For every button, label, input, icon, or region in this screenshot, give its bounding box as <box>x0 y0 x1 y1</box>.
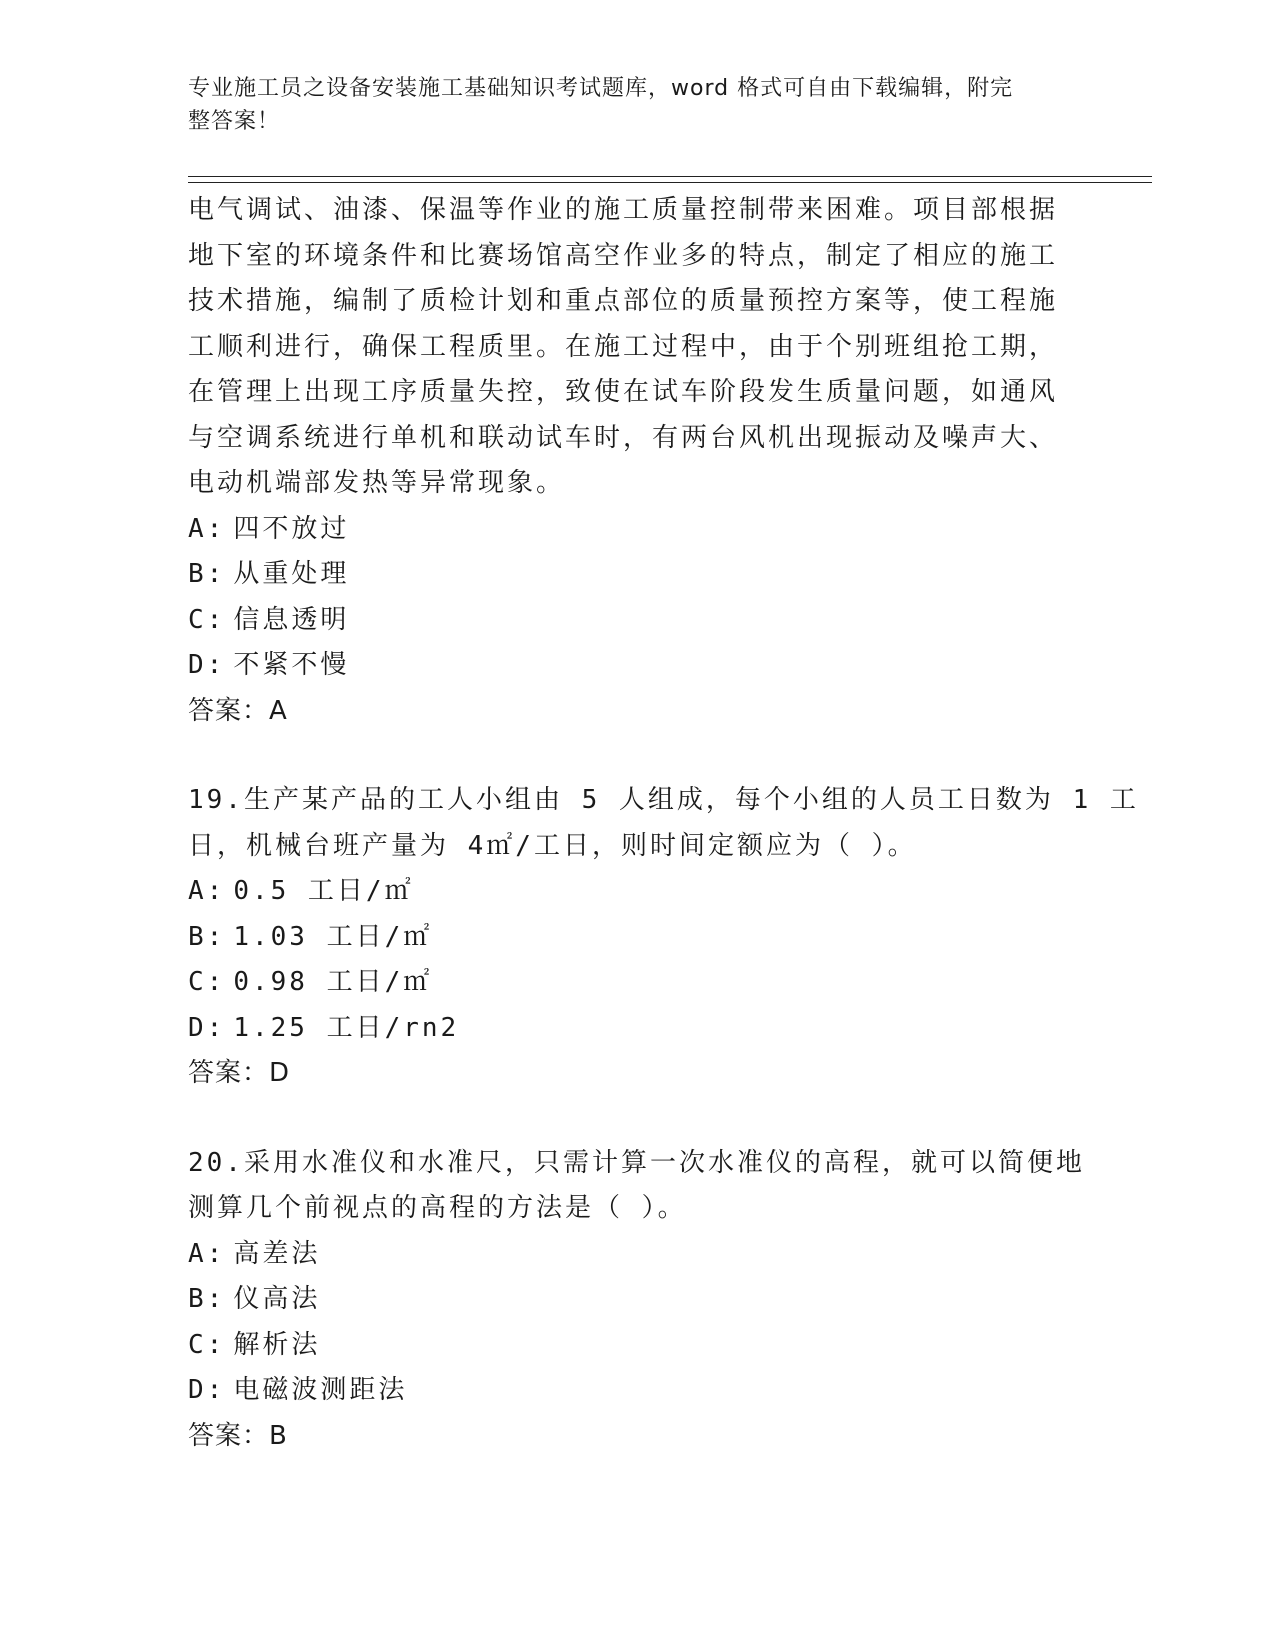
option-a <box>188 507 1088 553</box>
option-label: A: <box>188 1238 226 1269</box>
option-b <box>188 915 1088 961</box>
spacer <box>188 734 1088 778</box>
question-stem-line: 电气调试、油漆、保温等作业的施工质量控制带来困难。项目部根据 <box>188 195 1059 225</box>
option-text: 1.03 工日/㎡ <box>233 921 433 952</box>
option-label: A: <box>188 876 226 906</box>
option-label: A: <box>188 513 226 544</box>
option-label: C: <box>188 604 226 635</box>
option-b <box>188 1277 1088 1323</box>
header-line-2: 整答案！ <box>188 109 281 134</box>
answer-line: 答案：B <box>188 1420 288 1451</box>
option-c <box>188 1323 1088 1369</box>
answer-line: 答案：A <box>188 695 288 726</box>
option-label: C: <box>188 967 226 997</box>
question-stem-line: 工顺利进行，确保工程质里。在施工过程中，由于个别班组抢工期， <box>188 331 1059 362</box>
option-text: 1.25 工日/rn2 <box>233 1012 460 1043</box>
option-text: 信息透明 <box>233 604 350 635</box>
page-header <box>188 72 1068 138</box>
option-text: 仪高法 <box>233 1284 321 1314</box>
option-label: D: <box>188 1375 226 1405</box>
question-stem-line: 技术措施，编制了质检计划和重点部位的质量预控方案等，使工程施 <box>188 286 1059 316</box>
option-d <box>188 1368 1088 1414</box>
option-c <box>188 960 1088 1006</box>
question-stem-line: 日，机械台班产量为 4㎡/工日，则时间定额应为（ ）。 <box>188 830 917 861</box>
spacer <box>188 1097 1088 1141</box>
question-stem-line: 与空调系统进行单机和联动试车时，有两台风机出现振动及噪声大、 <box>188 422 1059 453</box>
option-a <box>188 1232 1088 1278</box>
option-label: B: <box>188 559 226 589</box>
question-stem-line: 19.生产某产品的工人小组由 5 人组成，每个小组的人员工日数为 1 工 <box>188 785 1139 815</box>
option-c <box>188 598 1088 644</box>
option-b <box>188 552 1088 598</box>
header-rule-bottom <box>188 182 1152 183</box>
question-19 <box>188 778 1139 1097</box>
option-d <box>188 643 1088 689</box>
question-18 <box>188 188 1088 734</box>
option-label: B: <box>188 921 226 952</box>
option-text: 0.5 工日/㎡ <box>233 876 414 906</box>
question-stem-line: 电动机端部发热等异常现象。 <box>188 468 566 498</box>
option-text: 0.98 工日/㎡ <box>233 967 433 997</box>
question-stem-line: 地下室的环境条件和比赛场馆高空作业多的特点，制定了相应的施工 <box>188 240 1059 271</box>
option-text: 从重处理 <box>233 559 350 589</box>
option-label: D: <box>188 1012 226 1043</box>
option-text: 解析法 <box>233 1329 321 1360</box>
header-line-1: 专业施工员之设备安装施工基础知识考试题库，word 格式可自由下载编辑，附完 <box>188 76 1014 101</box>
option-label: D: <box>188 650 226 680</box>
option-d <box>188 1006 1088 1052</box>
option-label: B: <box>188 1284 226 1314</box>
option-text: 不紧不慢 <box>233 650 350 680</box>
option-text: 高差法 <box>233 1238 321 1269</box>
document-body <box>188 188 1139 1459</box>
option-text: 四不放过 <box>233 513 350 544</box>
header-rule-top <box>188 176 1152 177</box>
question-stem-line: 测算几个前视点的高程的方法是（ ）。 <box>188 1193 687 1223</box>
answer-line: 答案：D <box>188 1058 291 1088</box>
question-20 <box>188 1141 1088 1460</box>
option-text: 电磁波测距法 <box>233 1375 408 1405</box>
option-label: C: <box>188 1329 226 1360</box>
option-a <box>188 869 1088 915</box>
question-stem-line: 在管理上出现工序质量失控，致使在试车阶段发生质量问题，如通风 <box>188 377 1059 407</box>
question-stem-line: 20.采用水准仪和水准尺，只需计算一次水准仪的高程，就可以简便地 <box>188 1147 1085 1178</box>
